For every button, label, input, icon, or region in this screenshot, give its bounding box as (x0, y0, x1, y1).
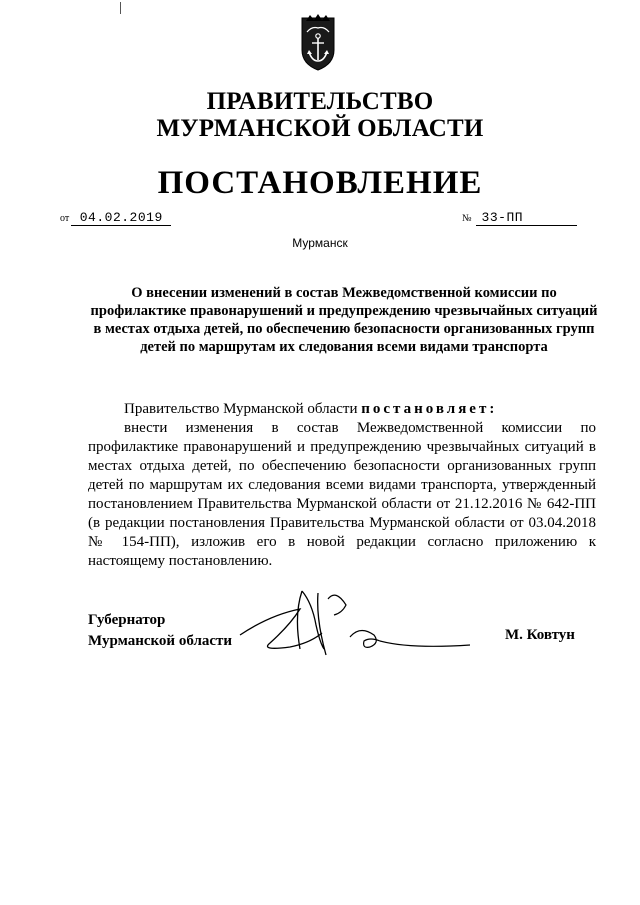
city-name: Мурманск (292, 236, 348, 250)
signatory-name: М. Ковтун (505, 627, 575, 643)
position-line1: Губернатор (88, 612, 166, 628)
org-name-line2: МУРМАНСКОЙ ОБЛАСТИ (156, 115, 484, 142)
document-subject: О внесении изменений в состав Межведомственной комиссии по профилактике правонарушений и предупреждению чрезвычайных ситуаций в местах отдыха детей, по обеспечению безопасности организованных групп детей по маршрутам их следования всеми видами транспорта (90, 285, 598, 355)
resolution-paragraph: внести изменения в состав Межведомственной комиссии по профилактике правонарушений и предупреждению чрезвычайных ситуаций в местах отдыха детей, по обеспечению безопасности организованных групп детей по маршрутам их следования всеми видами транспорта, утвержденный постановлением Правительства Мурманской области от 21.12.2016 № 642-ПП (в редакции постановления Правительства Мурманской области от 03.04.2018 № 154-ПП), изложив его в новой редакции согласно приложению к настоящему постановлению. (88, 420, 596, 569)
government-header (0, 88, 640, 142)
position-line2: Мурманской области (88, 633, 233, 649)
number-prefix: № (462, 213, 472, 224)
signatory-position (88, 610, 232, 652)
document-body (88, 400, 596, 571)
document-date: 04.02.2019 (71, 210, 171, 226)
number-line (462, 210, 592, 226)
document-number: 33-ПП (476, 210, 577, 226)
handwritten-signature (230, 585, 490, 665)
date-line (60, 210, 220, 226)
scan-mark (120, 2, 121, 14)
document-type-title: ПОСТАНОВЛЕНИЕ (157, 165, 483, 201)
coat-of-arms-icon (298, 12, 338, 72)
intro-verb: постановляет: (361, 401, 498, 417)
date-prefix: от (60, 213, 70, 224)
org-name-line1: ПРАВИТЕЛЬСТВО (206, 88, 434, 115)
intro-line (88, 400, 596, 419)
intro-lead: Правительство Мурманской области (124, 401, 362, 417)
